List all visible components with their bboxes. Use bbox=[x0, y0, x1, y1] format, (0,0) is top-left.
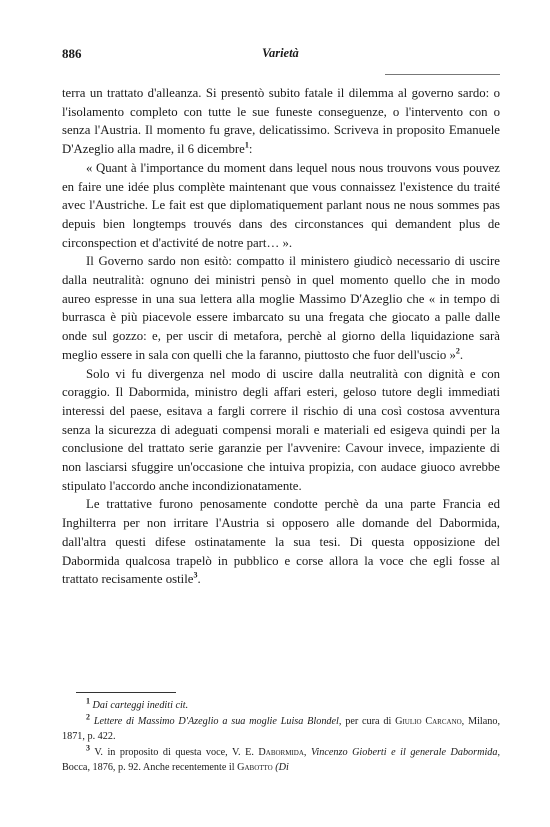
paragraph-2-quote: « Quant à l'importance du moment dans lequel nous nous trouvons vous pouvez en faire une idée plus complète maintenant que vous connaissez l'existence du traité avec l'Austriche. Le fait est que diplomatiquement parlant nous ne nous sommes pas depuis bien longtemps trouvés dans des circonstances qui demandent plus de circonspection et d'activité de notre part… ». bbox=[62, 160, 500, 250]
body-text bbox=[62, 84, 500, 589]
paragraph-3-text: Il Governo sardo non esitò: compatto il ministero giudicò necessario di uscire dalla neutralità: ognuno dei ministri pensò in quel momento quello che in modo aureo espresse in una sua lettera alla moglie Massimo D'Azeglio che « in tempo di burrasca è più piacevole essere imbarcato su una fregata che giocato a palle dalle onde sul gozzo: e, per uscir di metafora, perchè al giorno della liquidazione sarà meglio essere in sala con quelli che la faranno, piuttosto che fuor dell'uscio » bbox=[62, 254, 500, 362]
footnote-3-title: Vincenzo Gioberti e il generale Dabormida, bbox=[310, 746, 501, 758]
footnote-1-text: Dai carteggi inediti cit. bbox=[92, 700, 189, 711]
footnote-ref-2[interactable]: 2 bbox=[455, 346, 460, 356]
footnote-3-author2: Gabotto bbox=[237, 762, 273, 773]
paragraph-5-text: Le trattative furono penosamente condotte perchè da una parte Francia ed Inghilterra per non irritare l'Austria si opposero alle domande del Dabormida, dall'altra questi difese ostinatamente la sua tesi. Di questa opposizione del Dabormida qualcosa trapelò in pubblico e corse allora la voce che egli fosse al trattato recisamente ostile bbox=[62, 497, 500, 587]
paragraph-3-end: . bbox=[459, 347, 464, 362]
footnote-1 bbox=[62, 698, 500, 714]
footnote-3-start: V. in proposito di questa voce, V. E. bbox=[94, 746, 254, 758]
footnote-1-mark: 1 bbox=[86, 696, 90, 706]
page-header bbox=[62, 46, 500, 66]
footnote-2-title: Lettere di Massimo D'Azeglio a sua moglie Luisa Blondel, bbox=[93, 715, 342, 727]
paragraph-1 bbox=[62, 84, 500, 159]
footnote-2-mid: per cura di bbox=[345, 715, 392, 727]
paragraph-5-end: . bbox=[197, 572, 201, 587]
paragraph-5 bbox=[62, 495, 500, 589]
footnote-3-mark: 3 bbox=[86, 743, 90, 753]
footnote-ref-3[interactable]: 3 bbox=[193, 571, 198, 581]
footnote-2 bbox=[62, 714, 500, 745]
footnote-3-end: (Di bbox=[275, 762, 289, 773]
footnote-2-author: Giulio Carcano, bbox=[395, 715, 465, 727]
footnote-3-mid: Bocca, 1876, p. 92. Anche recentemente il bbox=[62, 762, 235, 773]
paragraph-4: Solo vi fu divergenza nel modo di uscire dalla neutralità con dignità e con coraggio. Il Dabormida, ministro degli affari esteri, geloso tutore degli immediati interessi del paese, esitava a fargli correre il rischio di una così costosa avventura senza la sicurezza di adeguati compensi morali e materiali ed esigeva quindi per la conclusione del trattato serie garanzie per l'avvenire: Cavour invece, impaziente di non lasciarsi sfuggire un'occasione che intuiva propizia, con audace giuoco avrebbe stipulato l'accordo anche incondizionatamente. bbox=[62, 366, 500, 493]
footnote-2-mark: 2 bbox=[86, 712, 90, 722]
page-number: 886 bbox=[62, 46, 82, 61]
footnote-3-author: Dabormida, bbox=[258, 746, 307, 758]
footnote-3 bbox=[62, 745, 500, 776]
footnote-rule bbox=[76, 692, 176, 693]
footnote-2-end: Milano, 1871, p. 422. bbox=[62, 715, 501, 742]
paragraph-1-text: terra un trattato d'alleanza. Si presentò subito fatale il dilemma al governo sardo: o l'isolamento completo con tutte le sue funeste conseguenze, o l'intervento con o senza l'Austria. Il momento fu grave, delicatissimo. Scriveva in proposito Emanuele D'Azeglio alla madre, il 6 dicembre bbox=[62, 86, 500, 157]
paragraph-3 bbox=[62, 252, 500, 364]
running-title: Varietà bbox=[262, 46, 299, 60]
footnote-ref-1[interactable]: 1 bbox=[244, 140, 249, 150]
header-rule bbox=[385, 74, 500, 75]
footnotes bbox=[62, 698, 500, 776]
paragraph-1-end: : bbox=[248, 142, 253, 157]
